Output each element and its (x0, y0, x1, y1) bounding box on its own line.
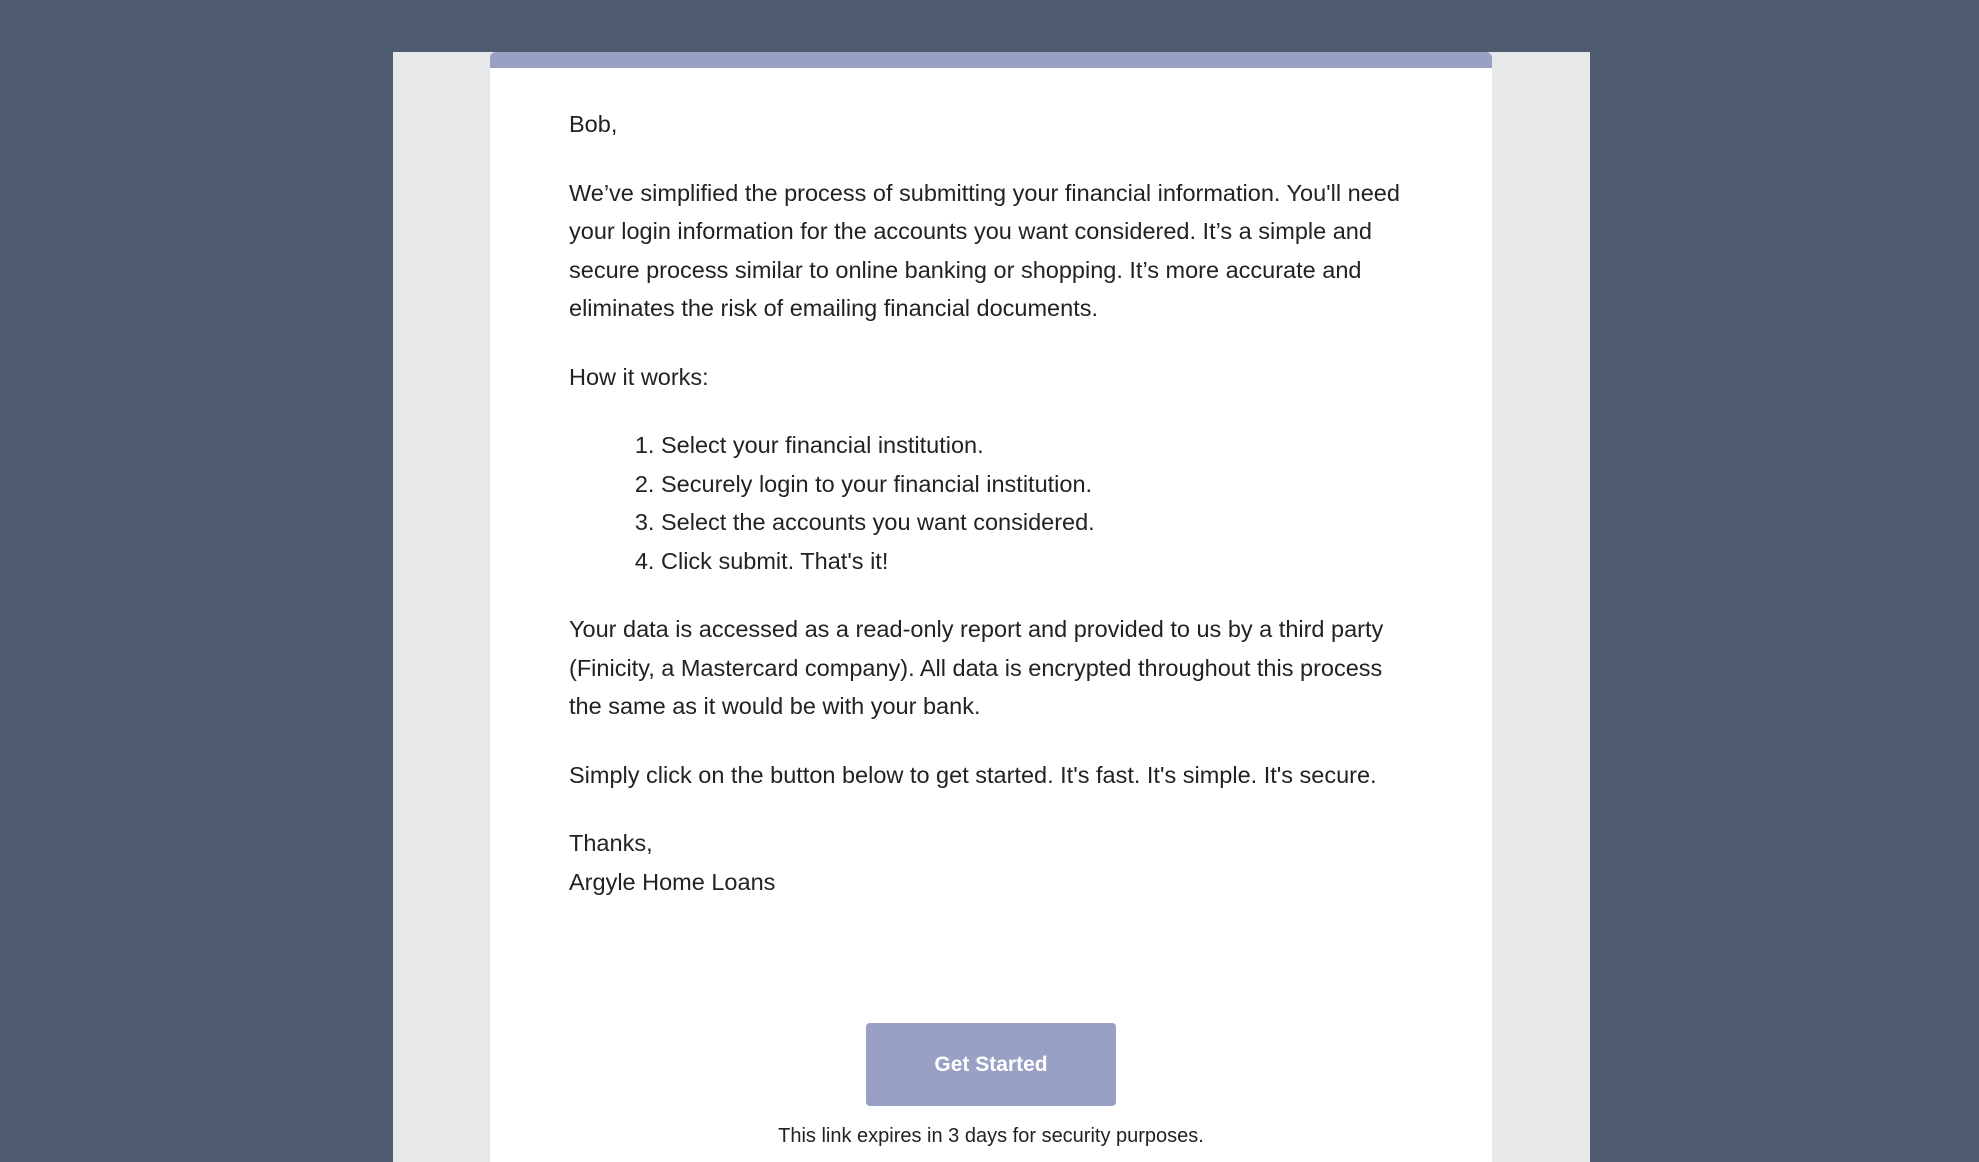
steps-list (569, 426, 1409, 580)
email-body (569, 105, 1409, 901)
link-expiry-note: This link expires in 3 days for security purposes. (778, 1125, 1204, 1147)
accent-bar (490, 52, 1492, 68)
step-item: 4. Click submit. That's it! (661, 542, 1409, 581)
data-paragraph: Your data is accessed as a read-only report and provided to us by a third party (Finicity, a Mastercard company). All data is encrypted throughout this process the same as it would be with your bank. (569, 616, 1384, 719)
email-panel (393, 52, 1590, 1162)
signoff: Thanks, (569, 830, 653, 856)
sender-name: Argyle Home Loans (569, 868, 776, 895)
how-it-works-heading: How it works: (569, 363, 709, 390)
get-started-button[interactable]: Get Started (866, 1023, 1116, 1106)
cta-paragraph: Simply click on the button below to get started. It's fast. It's simple. It's secure. (569, 761, 1377, 788)
signature (569, 824, 1409, 901)
step-item: 1. Select your financial institution. (661, 426, 1409, 465)
email-card (490, 52, 1492, 1162)
greeting: Bob, (569, 111, 618, 137)
step-item: 2. Securely login to your financial institution. (661, 465, 1409, 504)
step-item: 3. Select the accounts you want considered. (661, 503, 1409, 542)
intro-paragraph: We’ve simplified the process of submitting your financial information. You'll need your login information for the accounts you want considered. It’s a simple and secure process similar to online banking or shopping. It’s more accurate and eliminates the risk of emailing financial documents. (569, 179, 1400, 321)
